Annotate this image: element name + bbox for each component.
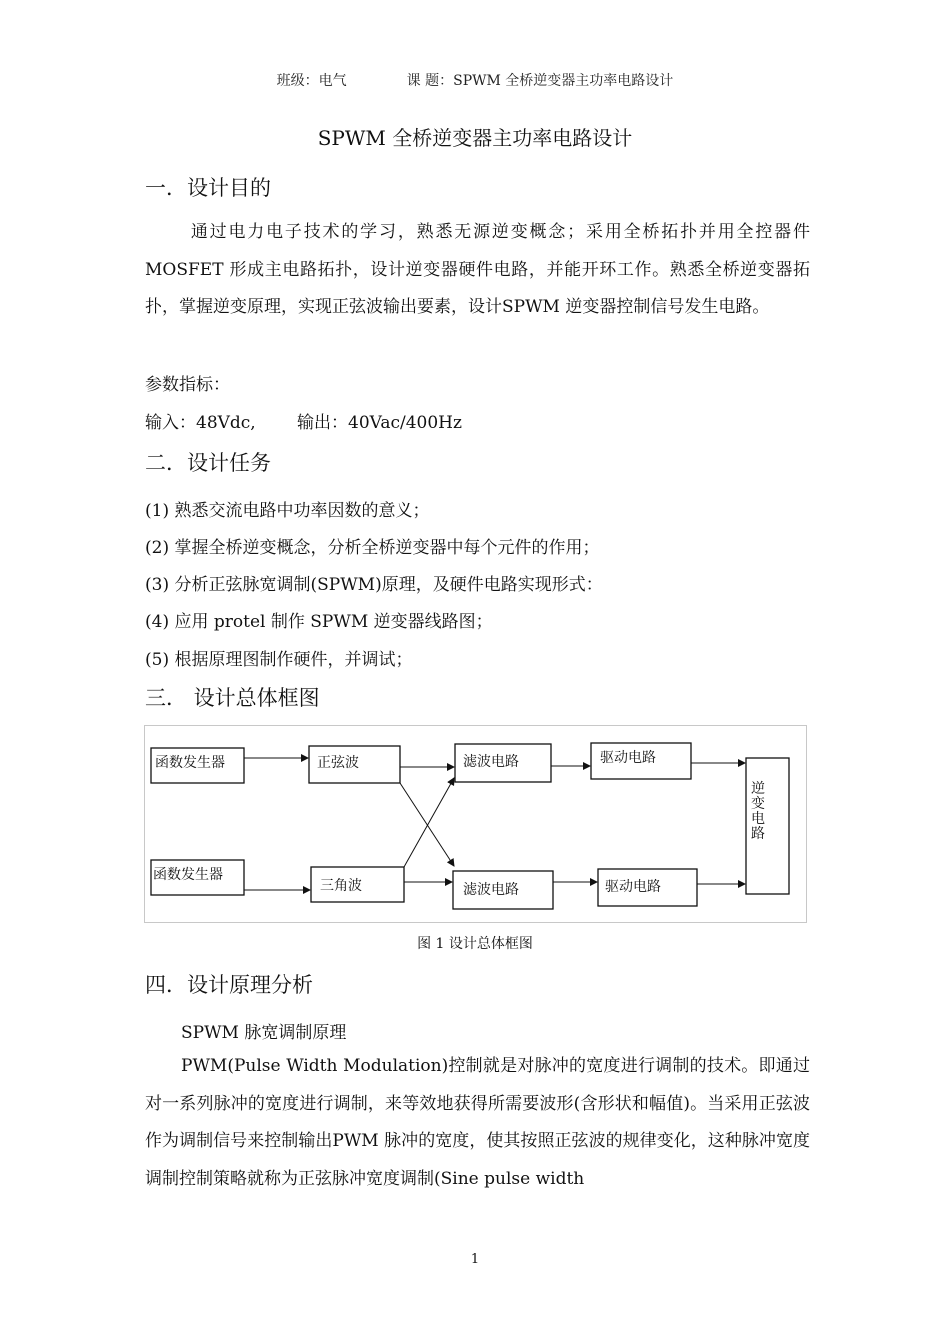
params-label: 参数指标： — [145, 375, 230, 395]
task-item: (1) 熟悉交流电路中功率因数的意义； — [145, 501, 430, 521]
gen-top-label: 函数发生器 — [155, 755, 225, 771]
inverter-label-char: 电 — [751, 811, 765, 827]
inverter-label-char: 变 — [751, 796, 765, 812]
block-diagram-svg — [145, 726, 808, 924]
task-item: (3) 分析正弦脉宽调制(SPWM)原理，及硬件电路实现形式： — [145, 575, 603, 595]
triangle-label: 三角波 — [320, 878, 362, 894]
sine-label: 正弦波 — [317, 755, 359, 771]
page-header — [0, 70, 950, 90]
topic-label: 课 题：SPWM 全桥逆变器主功率电路设计 — [406, 73, 674, 89]
principle-text: PWM(Pulse Width Modulation)控制就是对脉冲的宽度进行调制的技术。即通过对一系列脉冲的宽度进行调制，来等效地获得所需要波形(含形状和幅值)。当采用正弦波作为调制信号来控制输出PWM 脉冲的宽度，使其按照正弦波的规律变化，这种脉冲宽度调制控制策略就称为正弦脉冲宽度调制(Sine pulse width — [145, 1056, 810, 1189]
section-heading-diagram: 三． 设计总体框图 — [145, 686, 320, 710]
section-heading-purpose: 一．设计目的 — [145, 176, 271, 200]
inverter-label-char: 路 — [751, 826, 765, 842]
gen-bottom-label: 函数发生器 — [153, 867, 223, 883]
input-spec: 输入：48Vdc, — [145, 413, 256, 433]
task-item: (4) 应用 protel 制作 SPWM 逆变器线路图； — [145, 612, 493, 632]
inverter-label-char: 逆 — [751, 781, 765, 797]
output-spec: 输出：40Vac/400Hz — [297, 413, 462, 433]
filter-top-label: 滤波电路 — [463, 754, 519, 770]
filter-bottom-label: 滤波电路 — [463, 882, 519, 898]
section-heading-tasks: 二．设计任务 — [145, 451, 271, 475]
driver-top-label: 驱动电路 — [600, 750, 656, 766]
principle-paragraph — [145, 1048, 810, 1198]
document-title: SPWM 全桥逆变器主功率电路设计 — [317, 126, 633, 150]
page-number: 1 — [470, 1252, 480, 1267]
arrow-sine-cross — [400, 783, 454, 866]
section-heading-principle: 四．设计原理分析 — [145, 973, 313, 997]
driver-bottom-label: 驱动电路 — [605, 879, 661, 895]
block-diagram — [144, 725, 807, 923]
principle-subheading: SPWM 脉宽调制原理 — [181, 1023, 347, 1043]
figure-caption: 图 1 设计总体框图 — [417, 936, 533, 952]
task-item: (2) 掌握全桥逆变概念，分析全桥逆变器中每个元件的作用； — [145, 538, 600, 558]
purpose-paragraph — [145, 214, 810, 327]
class-label: 班级：电气 — [276, 73, 347, 89]
purpose-text: 通过电力电子技术的学习，熟悉无源逆变概念；采用全桥拓扑并用全控器件 MOSFET 形成主电路拓扑，设计逆变器硬件电路，并能开环工作。熟悉全桥逆变器拓扑，掌握逆变原理，实现正弦波输出要素，设计SPWM 逆变器控制信号发生电路。 — [145, 222, 810, 317]
task-item: (5) 根据原理图制作硬件，并调试； — [145, 650, 413, 670]
